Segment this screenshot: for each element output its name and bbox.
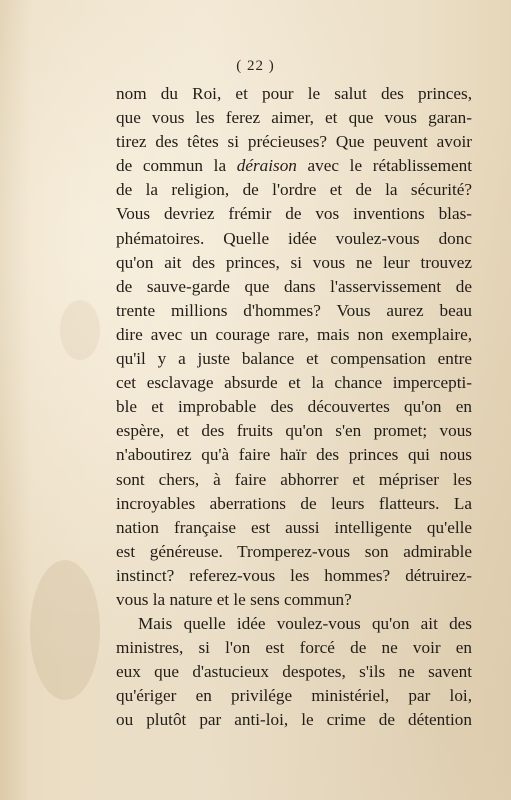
text-line: qu'il y a juste balance et compensation entre <box>116 349 472 369</box>
text-line: Vous devriez frémir de vos inventions blas- <box>116 204 472 224</box>
text-line: instinct? referez-vous les hommes? détruirez- <box>116 565 472 585</box>
text-line: phématoires. Quelle idée voulez-vous donc <box>116 228 472 248</box>
paper-stain <box>60 300 100 360</box>
text-line: qu'ériger en privilége ministériel, par loi, <box>116 686 472 706</box>
text-line: n'aboutirez qu'à faire haïr des princes qui nous <box>116 445 472 465</box>
text-line: ou plutôt par anti-loi, le crime de détention <box>116 710 472 730</box>
text-line <box>116 154 472 178</box>
emphasized-word: déraison <box>236 156 297 176</box>
text-line: dire avec un courage rare, mais non exemplaire, <box>116 324 472 344</box>
text-line: ministres, si l'on est forcé de ne voir en <box>116 638 472 658</box>
text-line: nom du Roi, et pour le salut des princes, <box>116 84 472 103</box>
body-text <box>116 82 472 733</box>
text-line: que vous les ferez aimer, et que vous garan- <box>116 108 472 128</box>
text-fragment: avec le rétablissement <box>296 156 472 176</box>
page-number: ( 22 ) <box>236 58 275 74</box>
paragraph-start-line: Mais quelle idée voulez-vous qu'on ait des <box>138 614 472 634</box>
text-line: est généreuse. Tromperez-vous son admirable <box>116 541 472 561</box>
text-line: nation française est aussi intelligente qu'elle <box>116 517 472 537</box>
text-line: incroyables aberrations de leurs flatteurs. La <box>116 493 472 513</box>
text-line: ble et improbable des découvertes qu'on en <box>116 397 472 417</box>
text-fragment: de commun la <box>116 156 237 176</box>
text-line: eux que d'astucieux despotes, s'ils ne savent <box>116 662 472 682</box>
paragraph-end-line: vous la nature et le sens commun? <box>116 589 352 609</box>
text-line: espère, et des fruits qu'on s'en promet; vous <box>116 421 472 441</box>
text-line: sont chers, à faire abhorrer et mépriser les <box>116 469 472 489</box>
text-line: cet esclavage absurde et la chance impercepti- <box>116 373 472 393</box>
paper-stain <box>30 560 100 700</box>
text-line: tirez des têtes si précieuses? Que peuvent avoir <box>116 132 472 152</box>
text-line: trente millions d'hommes? Vous aurez beau <box>116 300 472 320</box>
text-line: de sauve-garde que dans l'asservissement de <box>116 276 472 296</box>
text-line: qu'on ait des princes, si vous ne leur trouvez <box>116 252 472 272</box>
text-line: de la religion, de l'ordre et de la sécurité? <box>116 180 472 200</box>
